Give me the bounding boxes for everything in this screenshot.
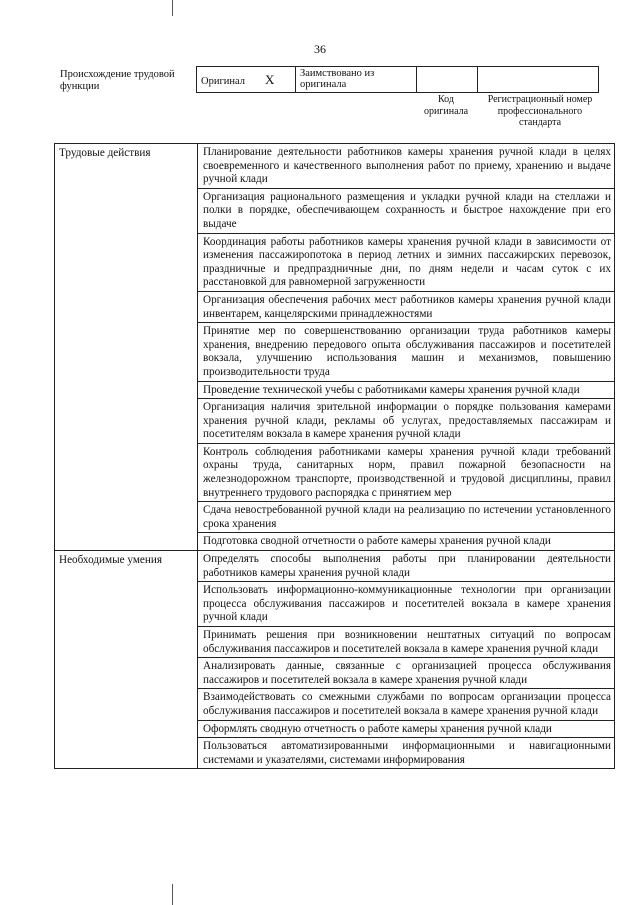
original-cell — [197, 67, 296, 93]
action-item: Принятие мер по совершенствованию организации труда работников камеры хранения, внедрению передового опыта обслуживания пассажиров и посетителей вокзала, улучшению использования машин и механизмов, повышению производительности труда — [198, 323, 615, 381]
page-number: 36 — [314, 42, 326, 56]
action-item: Организация рационального размещения и укладки ручной клади на стеллажи и полки в порядке, обеспечивающем сохранность и быстрое нахождение при его выдаче — [198, 188, 615, 233]
action-item: Планирование деятельности работников камеры хранения ручной клади в целях своевременного и качественного выполнения работ по приему, хранению и выдаче ручной клади — [198, 144, 615, 189]
function-table — [54, 143, 615, 769]
table-row — [55, 144, 615, 189]
code-caption: Код оригинала — [423, 94, 469, 117]
skill-item: Определять способы выполнения работы при планировании деятельности работников камеры хранения ручной клади — [198, 551, 615, 582]
action-item: Сдача невостребованной ручной клади на реализацию по истечении установленного срока хранения — [198, 502, 615, 533]
skill-item: Принимать решения при возникновении нештатных ситуаций по вопросам обслуживания пассажиров и посетителей вокзала в камере хранения ручной клади — [198, 627, 615, 658]
action-item: Организация наличия зрительной информации о порядке пользования камерами хранения ручной клади, рекламы об услугах, предоставляемых пассажирам и посетителям вокзала в камере хранения ручной клади — [198, 399, 615, 444]
action-item: Организация обеспечения рабочих мест работников камеры хранения ручной клади инвентарем, канцелярскими принадлежностями — [198, 291, 615, 322]
origin-label: Происхождение трудовой функции — [60, 69, 175, 92]
binding-mark-bottom — [172, 884, 173, 905]
skill-item: Анализировать данные, связанные с организацией процесса обслуживания пассажиров и посетителей вокзала в камере хранения ручной клади — [198, 658, 615, 689]
original-label: Оригинал — [201, 75, 245, 87]
origin-table — [196, 66, 599, 93]
skill-item: Использовать информационно-коммуникационные технологии при организации процесса обслуживания пассажиров и посетителей вокзала в камере хранения ручной клади — [198, 582, 615, 627]
action-item: Координация работы работников камеры хранения ручной клади в зависимости от изменения пассажиропотока в период летних и зимних пассажирских перевозок, праздничные и предпраздничные дни, по дням недели и часам суток с их расстановкой для равномерной загруженности — [198, 233, 615, 291]
skill-item: Пользоваться автоматизированными информационными и навигационными системами и указателями, системами информирования — [198, 738, 615, 769]
borrowed-cell: Заимствовано из оригинала — [296, 67, 417, 93]
action-item: Контроль соблюдения работниками камеры хранения ручной клади требований охраны труда, санитарных норм, правил пожарной безопасности на железнодорожном транспорте, производственной и трудовой дисциплины, правил внутреннего трудового распорядка с принятием мер — [198, 443, 615, 501]
skill-item: Взаимодействовать со смежными службами по вопросам организации процесса обслуживания пассажиров и посетителей вокзала в камере хранения ручной клади — [198, 689, 615, 720]
binding-mark-top — [172, 0, 173, 16]
reg-number-caption: Регистрационный номер профессионального стандарта — [487, 94, 593, 128]
action-item: Подготовка сводной отчетности о работе камеры хранения ручной клади — [198, 533, 615, 551]
action-item: Проведение технической учебы с работниками камеры хранения ручной клади — [198, 381, 615, 399]
section-title: Трудовые действия — [55, 144, 198, 551]
code-cell — [417, 67, 478, 93]
table-row — [55, 551, 615, 582]
original-mark: X — [265, 71, 275, 87]
reg-number-cell — [478, 67, 599, 93]
section-title: Необходимые умения — [55, 551, 198, 769]
actions-section — [55, 144, 615, 551]
skills-section — [55, 551, 615, 769]
skill-item: Оформлять сводную отчетность о работе камеры хранения ручной клади — [198, 720, 615, 738]
